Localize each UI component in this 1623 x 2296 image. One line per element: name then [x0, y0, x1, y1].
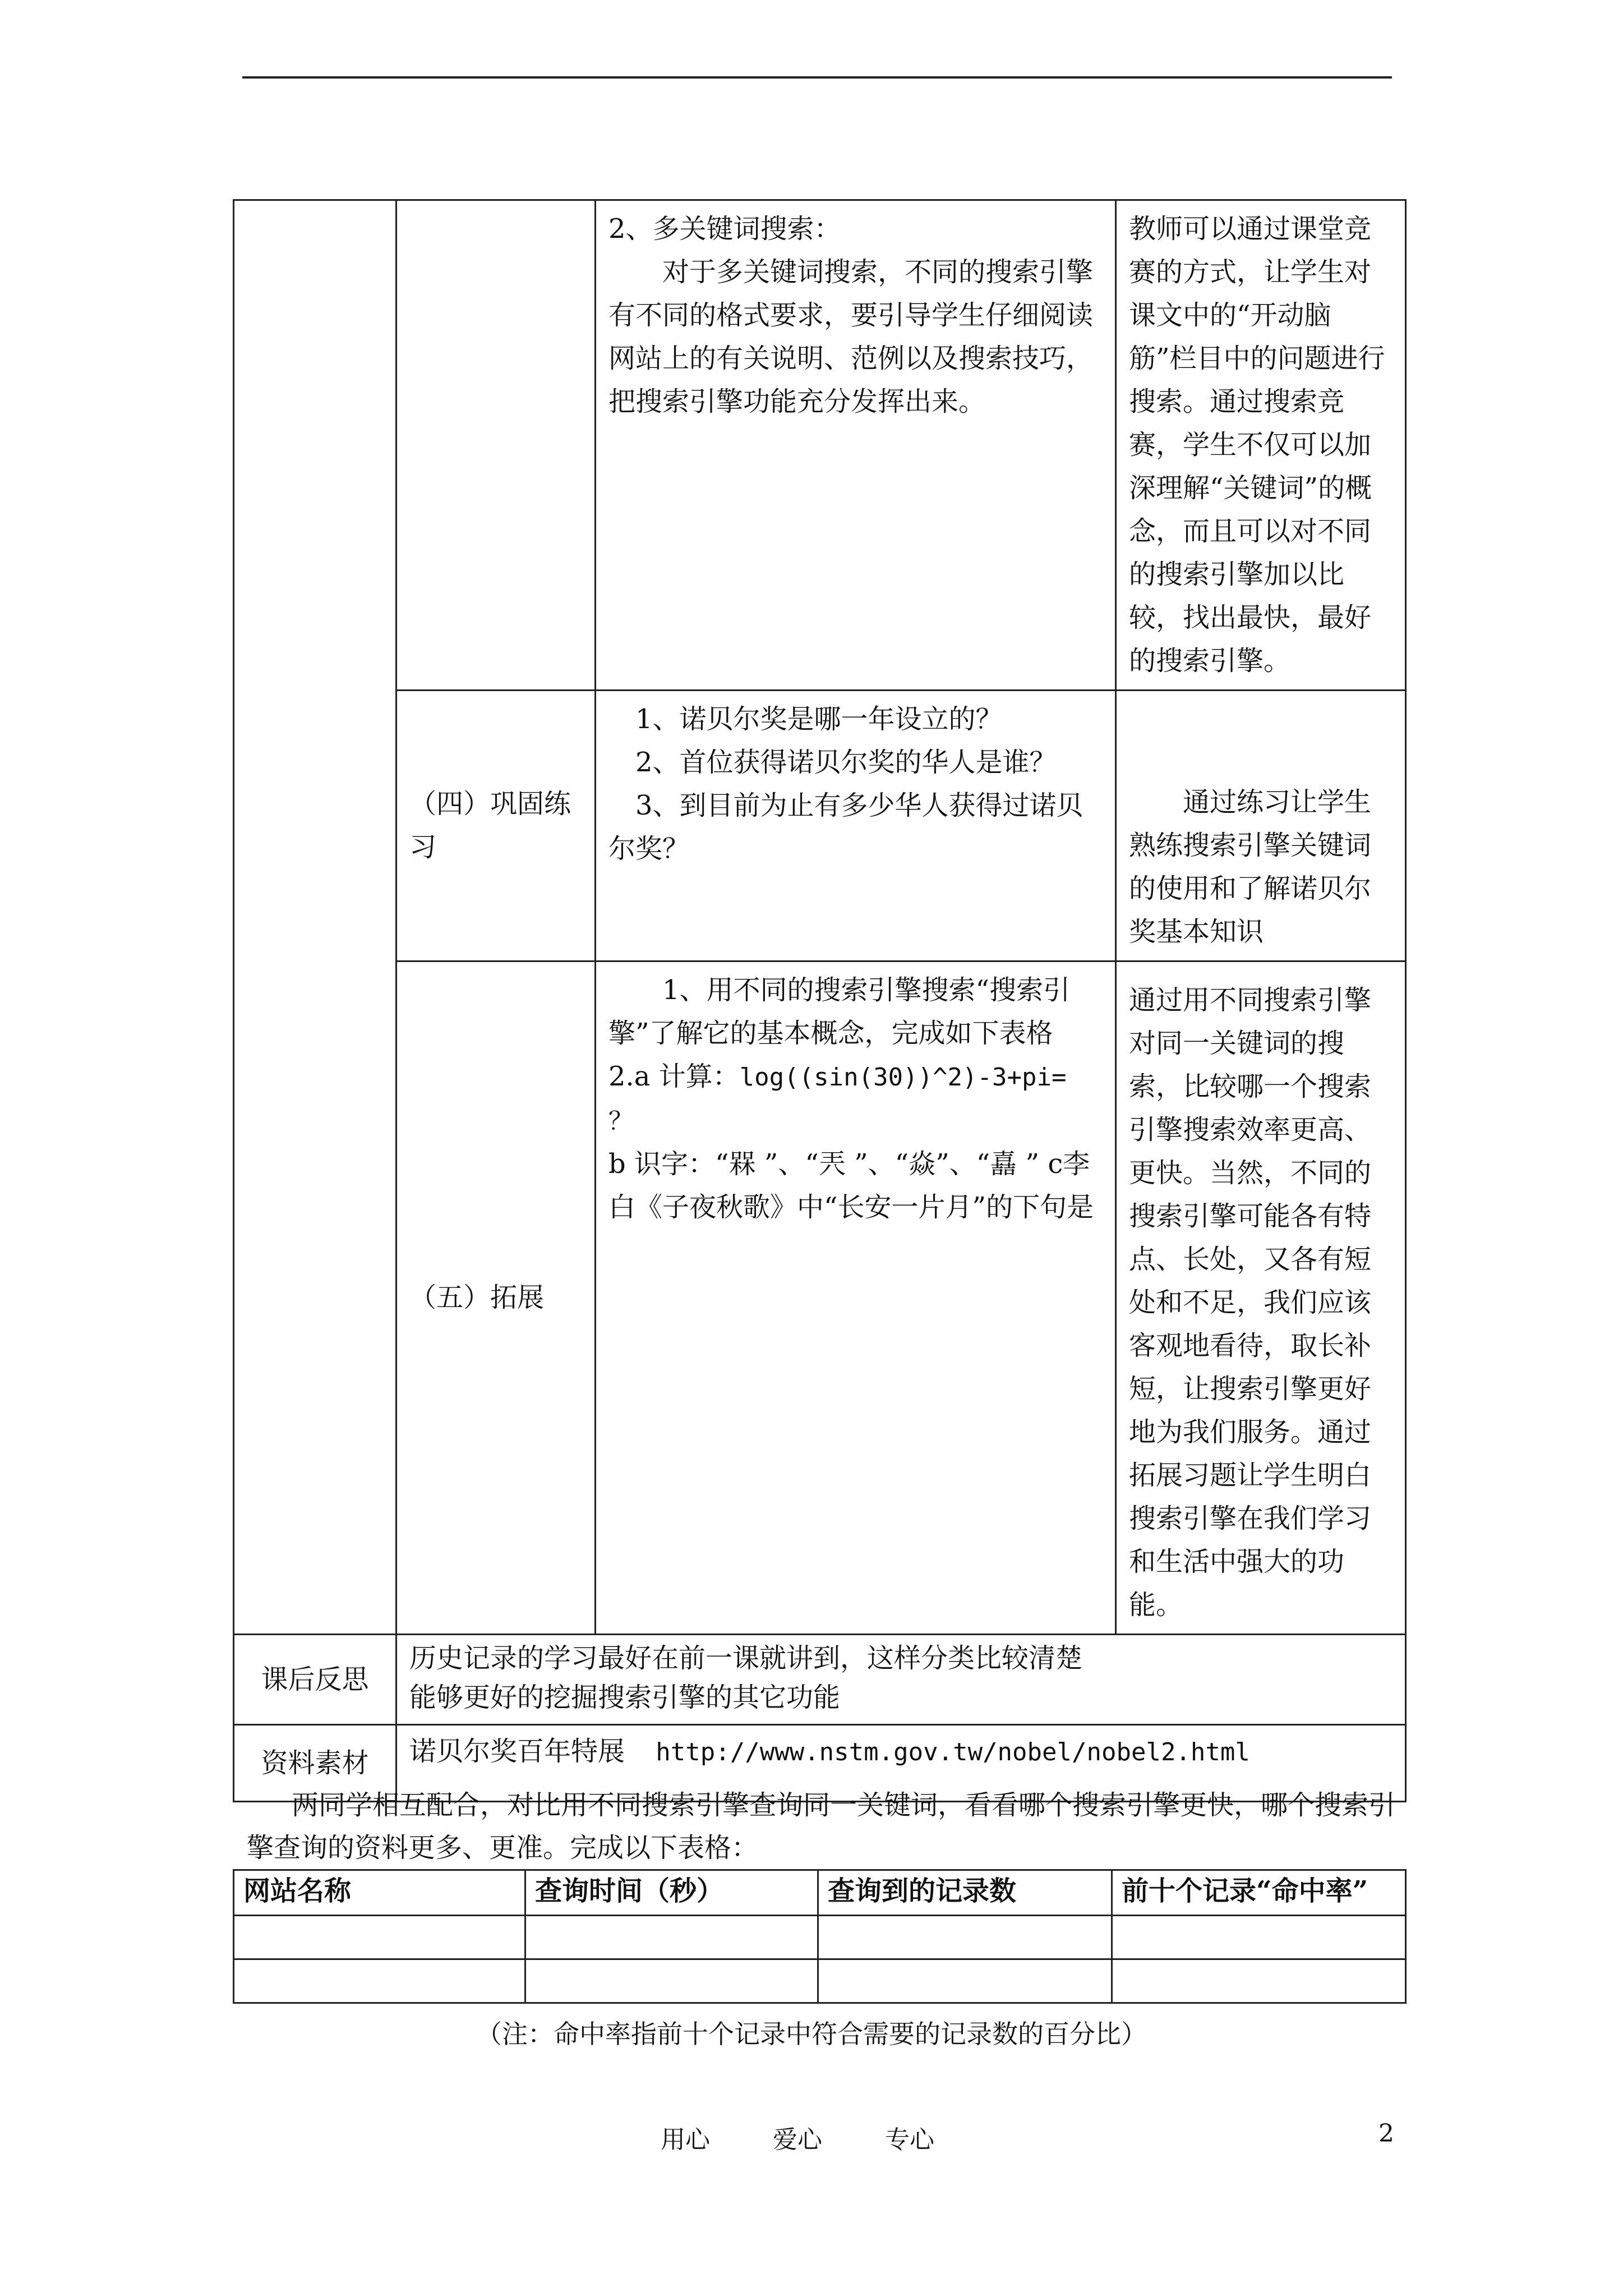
extension-item-2 [608, 1055, 1103, 1143]
content-cell [596, 691, 1116, 961]
empty-cell [234, 1916, 525, 1959]
extension-item-2-label: 2.a 计算： [608, 1061, 740, 1092]
stage-label: （四）巩固练习 [409, 788, 571, 863]
reflection-line-1: 历史记录的学习最好在前一课就讲到，这样分类比较清楚 [409, 1642, 1083, 1674]
question-3: 3、到目前为止有多少华人获得过诺贝尔奖？ [608, 790, 1083, 864]
empty-cell [818, 1916, 1112, 1959]
materials-label: 资料素材 [261, 1747, 369, 1779]
question-2: 2、首位获得诺贝尔奖的华人是谁？ [635, 747, 1057, 778]
materials-text: 诺贝尔奖百年特展 [409, 1736, 625, 1767]
note-text: 通过练习让学生熟练搜索引擎关键词的使用和了解诺贝尔奖基本知识 [1129, 786, 1372, 947]
note-cell [1116, 691, 1406, 961]
note-text: 教师可以通过课堂竞赛的方式，让学生对课文中的“开动脑筋”栏目中的问题进行搜索。通过搜索竞赛，学生不仅可以加深理解“关键词”的概念，而且可以对不同的搜索引擎加以比较，找出最快，最好的搜索引擎。 [1129, 213, 1385, 677]
hit-rate-note: （注：命中率指前十个记录中符合需要的记录数的百分比） [476, 2019, 1147, 2049]
content-cell [596, 200, 1116, 691]
table-row [234, 1916, 1406, 1959]
stage-cell [396, 961, 596, 1635]
table-row [234, 1959, 1406, 2003]
empty-cell [234, 200, 396, 1635]
note-cell [1116, 961, 1406, 1635]
table-row [234, 961, 1406, 1635]
page-number: 2 [1378, 2119, 1394, 2148]
empty-cell [525, 1916, 818, 1959]
empty-cell [525, 1959, 818, 2003]
content-cell [596, 961, 1116, 1635]
empty-cell [1112, 1959, 1406, 2003]
stage-cell [396, 691, 596, 961]
reflection-line-2: 能够更好的挖掘搜索引擎的其它功能 [409, 1682, 841, 1713]
reflection-cell [396, 1635, 1406, 1725]
header-rule [242, 76, 1392, 79]
footer-motto-3: 专心 [885, 2125, 934, 2154]
table-row [234, 1635, 1406, 1725]
empty-cell [818, 1959, 1112, 2003]
table-row [234, 200, 1406, 691]
empty-cell [1112, 1916, 1406, 1959]
question-1: 1、诺贝尔奖是哪一年设立的？ [635, 703, 1003, 735]
header-site-name: 网站名称 [234, 1870, 525, 1916]
reflection-label-cell [234, 1635, 396, 1725]
comparison-table [233, 1869, 1407, 2004]
empty-cell [234, 1959, 525, 2003]
header-query-time: 查询时间（秒） [525, 1870, 818, 1916]
formula-text: log((sin(30))^2)-3+pi= ？ [608, 1063, 1067, 1135]
content-title: 2、多关键词搜索： [608, 213, 841, 245]
extension-item-1: 1、用不同的搜索引擎搜索“搜索引擎”了解它的基本概念，完成如下表格 [608, 974, 1071, 1049]
extension-item-2-rest: b 识字：“槑 ”、“兲 ”、“焱”、“嚞 ” c李白《子夜秋歌》中“长安一片月”的下句是 [608, 1148, 1094, 1223]
materials-url: http://www.nstm.gov.tw/nobel/nobel2.html [656, 1738, 1250, 1766]
note-cell [1116, 200, 1406, 691]
content-body: 对于多关键词搜索，不同的搜索引擎有不同的格式要求，要引导学生仔细阅读网站上的有关说明、范例以及搜索技巧，把搜索引擎功能充分发挥出来。 [608, 256, 1094, 417]
header-record-count: 查询到的记录数 [818, 1870, 1112, 1916]
footer-motto-1: 用心 [661, 2125, 710, 2154]
instructions-paragraph: 两同学相互配合，对比用不同搜索引擎查询同一关键词，看看哪个搜索引擎更快，哪个搜索引擎查询的资料更多、更准。完成以下表格： [247, 1789, 1396, 1864]
header-hit-rate: 前十个记录“命中率” [1112, 1870, 1406, 1916]
note-text: 通过用不同搜索引擎对同一关键词的搜索，比较哪一个搜索引擎搜索效率更高、更快。当然，不同的搜索引擎可能各有特点、长处，又各有短处和不足，我们应该客观地看待，取长补短，让搜索引擎更好地为我们服务。通过拓展习题让学生明白搜索引擎在我们学习和生活中强大的功能。 [1129, 984, 1372, 1621]
table-header-row [234, 1870, 1406, 1916]
table-row [234, 691, 1406, 961]
empty-stage-cell [396, 200, 596, 691]
reflection-label: 课后反思 [261, 1663, 369, 1695]
footer-motto-2: 爱心 [773, 2125, 822, 2154]
lesson-plan-table [233, 199, 1407, 1802]
stage-label: （五）拓展 [409, 1282, 545, 1313]
